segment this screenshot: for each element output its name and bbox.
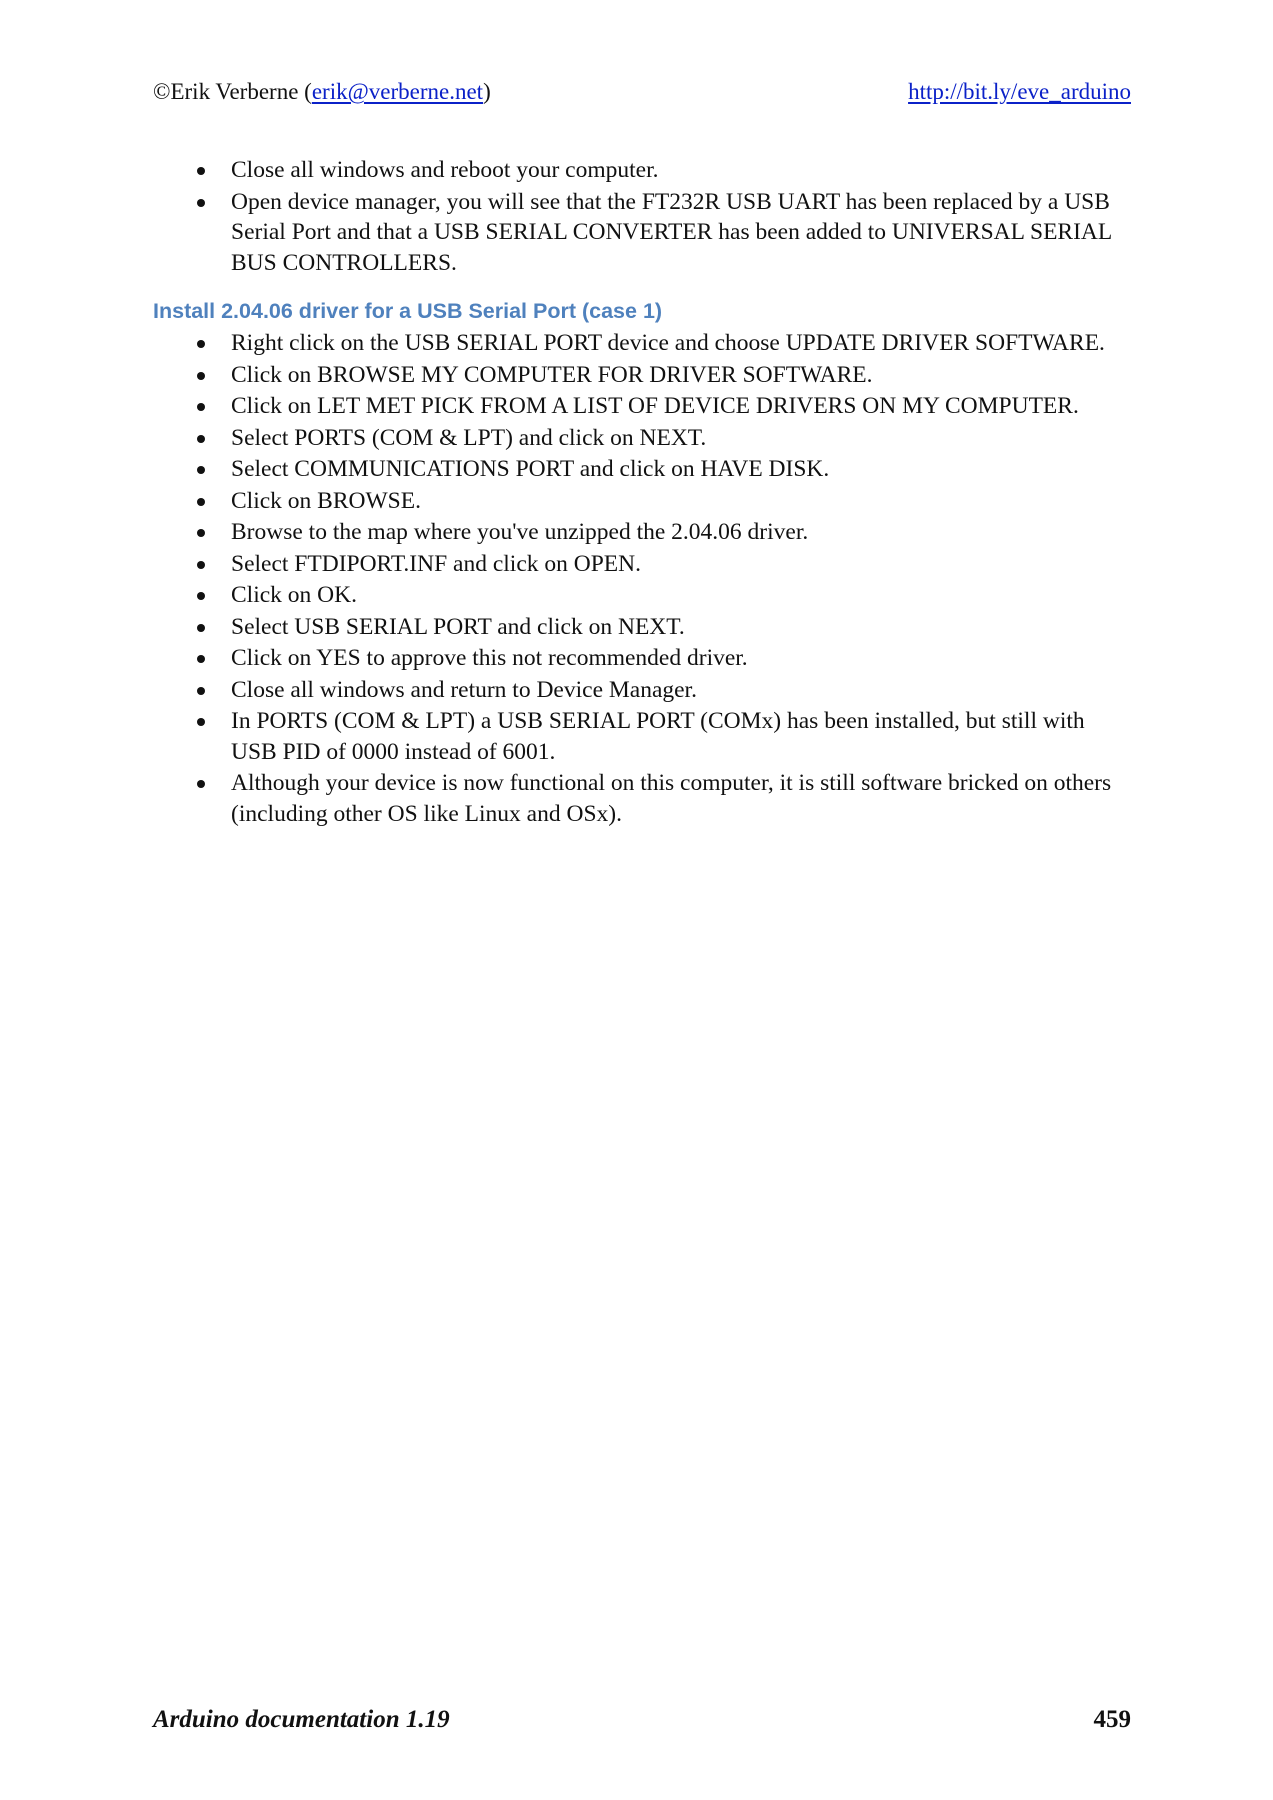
bullet-icon	[197, 780, 205, 788]
bullet-icon	[197, 687, 205, 695]
bullet-icon	[197, 561, 205, 569]
list-item-text: Close all windows and reboot your computer.	[231, 157, 659, 183]
document-title: Arduino documentation 1.19	[153, 1706, 450, 1733]
list-item-text: In PORTS (COM & LPT) a USB SERIAL PORT (COMx) has been installed, but still with USB PID of 0000 instead of 6001.	[231, 708, 1085, 765]
list-item	[153, 423, 1131, 454]
list-item	[153, 612, 1131, 643]
list-item-text: Click on BROWSE.	[231, 487, 421, 514]
page-number: 459	[1093, 1706, 1131, 1733]
section-heading: Install 2.04.06 driver for a USB Serial Port (case 1)	[153, 299, 663, 323]
bullet-icon	[197, 403, 205, 411]
list-item	[153, 549, 1131, 580]
list-item-text: Click on OK.	[231, 582, 357, 608]
website-link[interactable]: http://bit.ly/eve_arduino	[908, 79, 1131, 104]
list-item-text: Right click on the USB SERIAL PORT device and choose UPDATE DRIVER SOFTWARE.	[231, 330, 1105, 356]
bullet-icon	[197, 435, 205, 443]
list-item-text: Click on YES to approve this not recommended driver.	[231, 645, 748, 671]
list-item	[153, 187, 1131, 279]
list-item	[153, 675, 1131, 706]
list-item-text: Click on LET MET PICK FROM A LIST OF DEVICE DRIVERS ON MY COMPUTER.	[231, 393, 1079, 419]
bullet-icon	[197, 199, 205, 207]
bullet-icon	[197, 372, 205, 380]
page-header	[153, 76, 1131, 108]
list-item-text: Click on BROWSE MY COMPUTER FOR DRIVER SOFTWARE.	[231, 361, 873, 388]
email-link[interactable]: erik@verberne.net	[311, 79, 484, 104]
list-item-text: Although your device is now functional on this computer, it is still software bricked on others (including other OS like Linux and OSx).	[231, 770, 1112, 827]
page-footer	[153, 1702, 1131, 1738]
list-item-text: Select FTDIPORT.INF and click on OPEN.	[231, 550, 642, 577]
list-item-text: Select USB SERIAL PORT and click on NEXT.	[231, 613, 685, 640]
list-item	[153, 643, 1131, 674]
list-item	[153, 360, 1131, 391]
bullet-icon	[197, 624, 205, 632]
list-item	[153, 155, 1131, 186]
bullet-icon	[197, 466, 205, 474]
bullet-icon	[197, 718, 205, 726]
list-item	[153, 391, 1131, 422]
bullet-icon	[197, 167, 205, 175]
list-item-text: Select PORTS (COM & LPT) and click on NEXT.	[231, 424, 707, 451]
bullet-icon	[197, 655, 205, 663]
list-item	[153, 486, 1131, 517]
list-item	[153, 328, 1131, 359]
list-item-text: Close all windows and return to Device Manager.	[231, 676, 697, 703]
bullet-icon	[197, 592, 205, 600]
intro-list	[153, 155, 1131, 278]
author-line	[153, 76, 491, 108]
list-item	[153, 454, 1131, 485]
bullet-icon	[197, 340, 205, 348]
list-item-text: Select COMMUNICATIONS PORT and click on HAVE DISK.	[231, 456, 830, 482]
list-item	[153, 768, 1131, 829]
steps-list	[153, 328, 1131, 829]
bullet-icon	[197, 529, 205, 537]
list-item-text: Browse to the map where you've unzipped the 2.04.06 driver.	[231, 519, 809, 545]
list-item	[153, 517, 1131, 548]
document-body	[153, 155, 1131, 830]
list-item-text: Open device manager, you will see that the FT232R USB UART has been replaced by a USB Serial Port and that a USB SERIAL CONVERTER has been added to UNIVERSAL SERIAL BUS CONTROLLERS.	[231, 188, 1112, 276]
author-prefix: ©Erik Verberne (	[153, 79, 312, 104]
url-line	[908, 76, 1131, 108]
list-item	[153, 580, 1131, 611]
author-suffix: )	[483, 79, 491, 104]
list-item	[153, 706, 1131, 767]
bullet-icon	[197, 498, 205, 506]
